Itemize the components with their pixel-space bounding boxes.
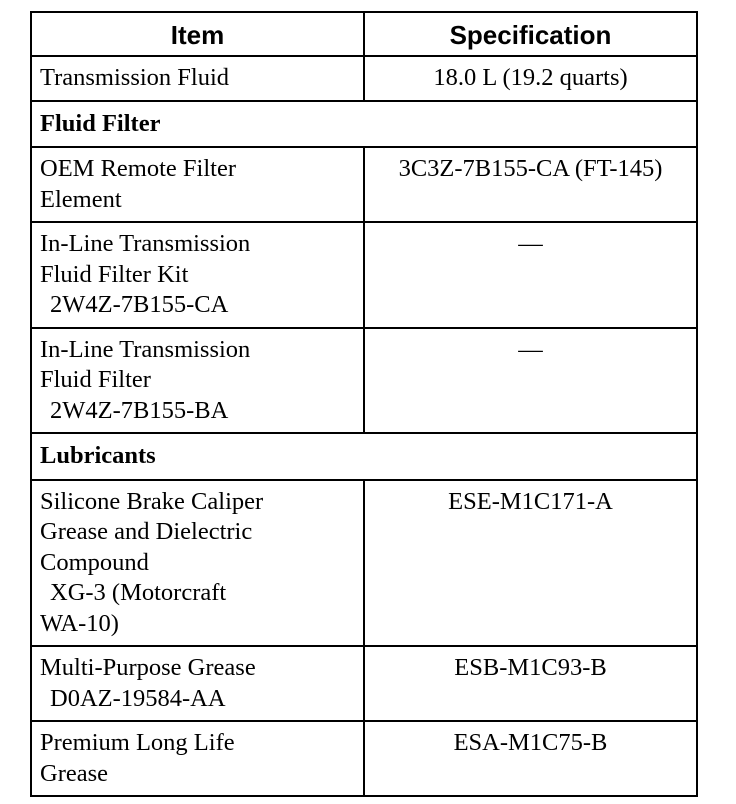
item-text: In-Line Transmission [40,230,251,257]
table-row [31,328,697,434]
item-text: Multi-Purpose Grease [40,654,256,681]
item-text: Silicone Brake Caliper [40,487,264,515]
item-text: Transmission Fluid [40,64,230,91]
spec-cell: ESE-M1C171-A [364,480,697,647]
table-row [31,147,697,222]
item-text: Premium Long Life [40,729,235,756]
table-row [31,222,697,328]
item-text: Compound [40,548,149,576]
item-text: OEM Remote Filter [40,155,236,182]
spec-cell: ESB-M1C93-B [364,646,697,721]
item-cell [31,222,364,328]
item-cell [31,328,364,434]
part-number: D0AZ-19584-AA [50,684,226,712]
item-cell [31,147,364,222]
table-row [31,721,697,796]
item-text: WA-10) [40,609,119,637]
item-column-header: Item [31,12,364,56]
item-text: Element [40,185,122,213]
table-row [31,480,697,647]
header-row [31,12,697,56]
table-row [31,646,697,721]
spec-cell: ESA-M1C75-B [364,721,697,796]
spec-cell: 18.0 L (19.2 quarts) [364,56,697,101]
table-row [31,56,697,101]
spec-cell: — [364,328,697,434]
specification-column-header: Specification [364,12,697,56]
item-text: Fluid Filter [40,366,151,393]
section-heading-fluid-filter: Fluid Filter [31,101,697,148]
part-number: XG-3 (Motorcraft [50,579,227,606]
specification-table [30,11,698,797]
item-cell [31,480,364,647]
item-cell [31,56,364,101]
item-text: Grease [40,759,109,787]
spec-cell: 3C3Z-7B155-CA (FT-145) [364,147,697,222]
item-cell [31,721,364,796]
item-cell [31,646,364,721]
part-number: 2W4Z-7B155-CA [50,291,229,318]
item-text: Fluid Filter Kit [40,260,189,288]
item-text: Grease and Dielectric [40,518,253,545]
part-number: 2W4Z-7B155-BA [50,396,229,424]
item-text: In-Line Transmission [40,335,251,363]
section-row [31,101,697,148]
spec-cell: — [364,222,697,328]
section-heading-lubricants: Lubricants [31,433,697,480]
section-row [31,433,697,480]
